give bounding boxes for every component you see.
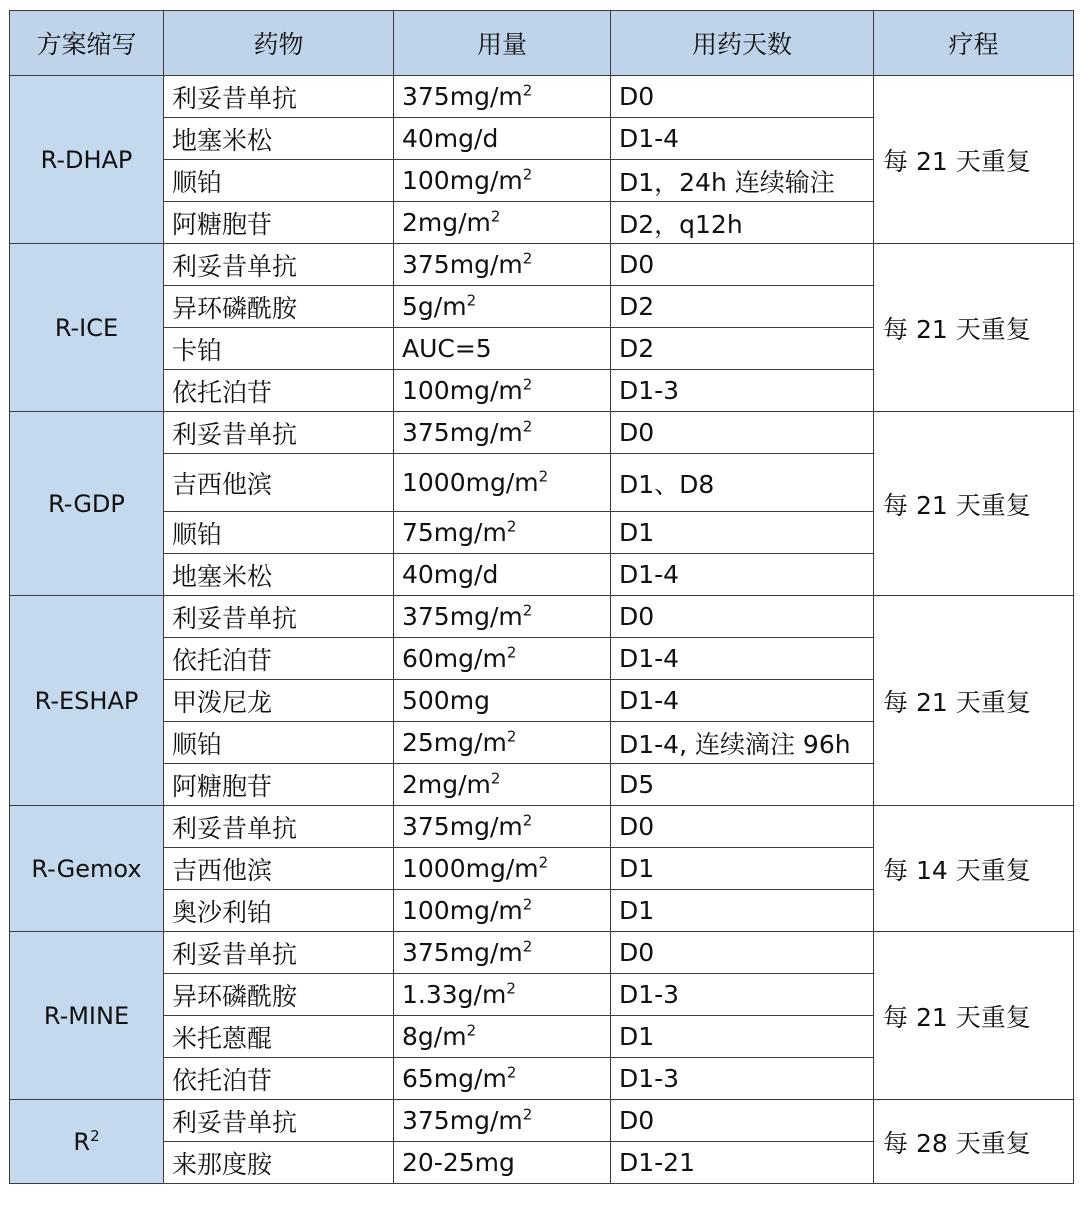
- drug-name: 顺铂: [164, 512, 394, 554]
- dosing-days: D1: [611, 512, 874, 554]
- regimen-abbr-cell: [10, 932, 164, 1100]
- dose-superscript: 2: [522, 165, 533, 184]
- dose-value: 375mg/m: [402, 1106, 523, 1135]
- dose-cell: [394, 512, 611, 554]
- dose-cell: [394, 202, 611, 244]
- dose-superscript: 2: [466, 291, 477, 310]
- dosing-days: D0: [611, 806, 874, 848]
- header-drug: 药物: [164, 11, 394, 76]
- dose-superscript: 2: [538, 853, 549, 872]
- dosing-days: D2，q12h: [611, 202, 874, 244]
- dose-value: 375mg/m: [402, 812, 523, 841]
- dosing-days: D1-21: [611, 1142, 874, 1184]
- header-days: 用药天数: [611, 11, 874, 76]
- dosing-days: D0: [611, 244, 874, 286]
- dose-superscript: 2: [506, 1063, 517, 1082]
- dosing-days: D1-4: [611, 638, 874, 680]
- regimen-abbr-cell: [10, 806, 164, 932]
- dose-cell: [394, 1142, 611, 1184]
- dose-cell: [394, 1016, 611, 1058]
- regimen-abbr: R-DHAP: [40, 145, 133, 174]
- dose-value: 375mg/m: [402, 418, 523, 447]
- table-row: [10, 76, 1074, 118]
- drug-name: 利妥昔单抗: [164, 76, 394, 118]
- dose-cell: [394, 370, 611, 412]
- cycle-frequency: 每 21 天重复: [874, 412, 1074, 596]
- drug-name: 依托泊苷: [164, 1058, 394, 1100]
- dose-superscript: 2: [490, 207, 501, 226]
- drug-name: 利妥昔单抗: [164, 806, 394, 848]
- dosing-days: D2: [611, 328, 874, 370]
- dose-superscript: 2: [506, 517, 517, 536]
- dose-value: 1000mg/m: [402, 468, 539, 497]
- dosing-days: D1-4: [611, 554, 874, 596]
- drug-name: 依托泊苷: [164, 370, 394, 412]
- dose-value: 2mg/m: [402, 770, 491, 799]
- table-row: [10, 596, 1074, 638]
- dose-superscript: 2: [506, 979, 516, 998]
- dose-cell: [394, 412, 611, 454]
- dose-value: 2mg/m: [402, 208, 491, 237]
- table-row: [10, 806, 1074, 848]
- regimen-abbr: R-ICE: [54, 313, 119, 342]
- dose-cell: [394, 806, 611, 848]
- regimen-abbr-superscript: 2: [90, 1126, 100, 1145]
- dose-superscript: 2: [538, 467, 549, 486]
- dose-cell: [394, 890, 611, 932]
- drug-name: 吉西他滨: [164, 454, 394, 512]
- dosing-days: D0: [611, 932, 874, 974]
- dosing-days: D0: [611, 1100, 874, 1142]
- drug-name: 利妥昔单抗: [164, 932, 394, 974]
- dosing-days: D1: [611, 848, 874, 890]
- drug-name: 顺铂: [164, 160, 394, 202]
- dose-superscript: 2: [522, 375, 533, 394]
- dose-value: 100mg/m: [402, 166, 523, 195]
- dose-cell: [394, 1100, 611, 1142]
- dose-value: 60mg/m: [402, 644, 507, 673]
- dose-cell: [394, 160, 611, 202]
- drug-name: 吉西他滨: [164, 848, 394, 890]
- table-body: [10, 76, 1074, 1184]
- regimen-abbr: R-ESHAP: [34, 686, 139, 715]
- dose-cell: [394, 1058, 611, 1100]
- dose-value: 100mg/m: [402, 896, 523, 925]
- dose-superscript: 2: [522, 937, 533, 956]
- regimen-abbr: R-Gemox: [31, 854, 142, 883]
- cycle-frequency: 每 28 天重复: [874, 1100, 1074, 1184]
- dose-superscript: 2: [506, 727, 517, 746]
- dose-cell: [394, 76, 611, 118]
- dose-value: 8g/m: [402, 1022, 467, 1051]
- table-row: [10, 1100, 1074, 1142]
- dose-cell: [394, 722, 611, 764]
- dose-value: 375mg/m: [402, 938, 523, 967]
- dosing-days: D1-3: [611, 974, 874, 1016]
- dose-value: 500mg: [402, 686, 490, 715]
- cycle-frequency: 每 14 天重复: [874, 806, 1074, 932]
- dose-value: 100mg/m: [402, 376, 523, 405]
- dose-cell: [394, 680, 611, 722]
- regimen-abbr-cell: [10, 1100, 164, 1184]
- header-row: [10, 11, 1074, 76]
- drug-name: 阿糖胞苷: [164, 202, 394, 244]
- dose-value: 40mg/d: [402, 124, 499, 153]
- drug-name: 米托蒽醌: [164, 1016, 394, 1058]
- dose-superscript: 2: [522, 417, 533, 436]
- dose-superscript: 2: [506, 643, 517, 662]
- dose-superscript: 2: [466, 1021, 477, 1040]
- header-cycle: 疗程: [874, 11, 1074, 76]
- dose-superscript: 2: [522, 811, 533, 830]
- dose-cell: [394, 974, 611, 1016]
- dose-value: 1.33g/m: [402, 980, 507, 1009]
- dose-value: 25mg/m: [402, 728, 507, 757]
- drug-name: 奥沙利铂: [164, 890, 394, 932]
- drug-name: 地塞米松: [164, 118, 394, 160]
- dose-cell: [394, 764, 611, 806]
- drug-name: 利妥昔单抗: [164, 1100, 394, 1142]
- dosing-days: D1: [611, 890, 874, 932]
- dose-value: 65mg/m: [402, 1064, 507, 1093]
- drug-name: 阿糖胞苷: [164, 764, 394, 806]
- drug-name: 卡铂: [164, 328, 394, 370]
- dosing-days: D1-3: [611, 1058, 874, 1100]
- dose-cell: [394, 932, 611, 974]
- drug-name: 依托泊苷: [164, 638, 394, 680]
- dose-value: 375mg/m: [402, 602, 523, 631]
- dosing-days: D1-4, 连续滴注 96h: [611, 722, 874, 764]
- dose-value: 75mg/m: [402, 518, 507, 547]
- table-row: [10, 244, 1074, 286]
- dose-cell: [394, 848, 611, 890]
- dosing-days: D1-4: [611, 680, 874, 722]
- dose-superscript: 2: [490, 769, 501, 788]
- table-row: [10, 412, 1074, 454]
- regimen-abbr-cell: [10, 76, 164, 244]
- dose-value: AUC=5: [402, 334, 492, 363]
- dose-value: 5g/m: [402, 292, 467, 321]
- dose-value: 40mg/d: [402, 560, 499, 589]
- dosing-days: D0: [611, 412, 874, 454]
- dose-cell: [394, 596, 611, 638]
- dosing-days: D1: [611, 1016, 874, 1058]
- regimen-abbr: R-GDP: [48, 489, 125, 518]
- dose-value: 375mg/m: [402, 82, 523, 111]
- drug-name: 异环磷酰胺: [164, 974, 394, 1016]
- dose-superscript: 2: [522, 895, 533, 914]
- regimen-abbr: R-MINE: [43, 1001, 130, 1030]
- dosing-days: D2: [611, 286, 874, 328]
- regimen-abbr-cell: [10, 596, 164, 806]
- dosing-days: D0: [611, 76, 874, 118]
- dosing-days: D1-4: [611, 118, 874, 160]
- dosing-days: D5: [611, 764, 874, 806]
- drug-name: 异环磷酰胺: [164, 286, 394, 328]
- dosing-days: D1、D8: [611, 454, 874, 512]
- drug-name: 利妥昔单抗: [164, 412, 394, 454]
- drug-name: 顺铂: [164, 722, 394, 764]
- regimen-abbr-cell: [10, 244, 164, 412]
- regimen-abbr-cell: [10, 412, 164, 596]
- drug-name: 地塞米松: [164, 554, 394, 596]
- dose-value: 20-25mg: [402, 1148, 515, 1177]
- header-abbr: 方案缩写: [10, 11, 164, 76]
- dose-cell: [394, 554, 611, 596]
- drug-name: 利妥昔单抗: [164, 596, 394, 638]
- table-row: [10, 932, 1074, 974]
- dose-superscript: 2: [522, 601, 533, 620]
- dosing-days: D0: [611, 596, 874, 638]
- dose-cell: [394, 244, 611, 286]
- regimen-table: [9, 10, 1074, 1184]
- dosing-days: D1，24h 连续输注: [611, 160, 874, 202]
- cycle-frequency: 每 21 天重复: [874, 932, 1074, 1100]
- drug-name: 来那度胺: [164, 1142, 394, 1184]
- drug-name: 利妥昔单抗: [164, 244, 394, 286]
- dose-superscript: 2: [522, 249, 533, 268]
- header-dose: 用量: [394, 11, 611, 76]
- regimen-abbr: R: [73, 1127, 91, 1156]
- dose-cell: [394, 638, 611, 680]
- dose-cell: [394, 328, 611, 370]
- cycle-frequency: 每 21 天重复: [874, 244, 1074, 412]
- dosing-days: D1-3: [611, 370, 874, 412]
- cycle-frequency: 每 21 天重复: [874, 596, 1074, 806]
- dose-value: 1000mg/m: [402, 854, 539, 883]
- dose-cell: [394, 454, 611, 512]
- dose-cell: [394, 118, 611, 160]
- drug-name: 甲泼尼龙: [164, 680, 394, 722]
- dose-superscript: 2: [522, 81, 533, 100]
- dose-value: 375mg/m: [402, 250, 523, 279]
- cycle-frequency: 每 21 天重复: [874, 76, 1074, 244]
- dose-superscript: 2: [522, 1105, 533, 1124]
- dose-cell: [394, 286, 611, 328]
